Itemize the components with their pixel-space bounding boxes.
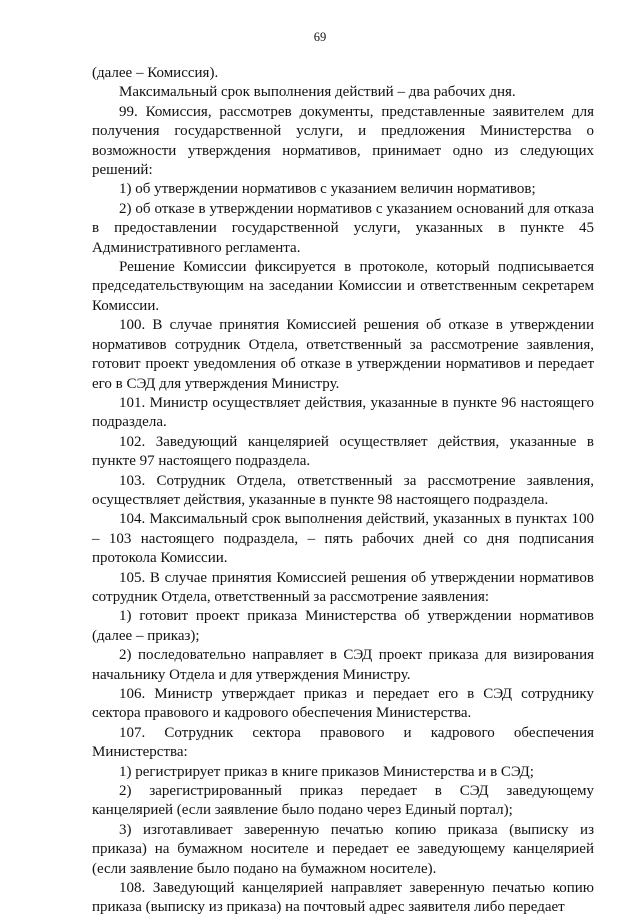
paragraph-107-item-2: 2) зарегистрированный приказ передает в СЭД заведующему канцелярией (если заявление было подано через Единый портал); [92,783,594,819]
paragraph-105: 105. В случае принятия Комиссией решения об утверждении нормативов сотрудник Отдела, ответственный за рассмотрение заявления: [92,569,594,605]
paragraph-107-item-1: 1) регистрирует приказ в книге приказов Министерства и в СЭД; [119,763,534,780]
paragraph-99: 99. Комиссия, рассмотрев документы, представленные заявителем для получения государственной услуги, и предложения Министерства о возможности утверждения нормативов, принимает одно из следующих решений: [92,103,594,179]
paragraph-107: 107. Сотрудник сектора правового и кадрового обеспечения Министерства: [92,724,594,761]
paragraph-101: 101. Министр осуществляет действия, указанные в пункте 96 настоящего подраздела. [92,394,594,431]
paragraph-99-item-2: 2) об отказе в утверждении нормативов с указанием оснований для отказа в предоставлении государственной услуги, указанных в пункте 45 Административного регламента. [92,200,594,256]
paragraph-99-item-1: 1) об утверждении нормативов с указанием величин нормативов; [119,181,536,198]
paragraph-104: 104. Максимальный срок выполнения действий, указанных в пунктах 100 – 103 настоящего подраздела, – пять рабочих дней со дня подписания протокола Комиссии. [92,511,594,567]
paragraph-commission-protocol: Решение Комиссии фиксируется в протоколе, который подписывается председательствующим на заседании Комиссии и ответственным секретарем Комиссии. [92,259,594,314]
paragraph-105-item-2: 2) последовательно направляет в СЭД проект приказа для визирования начальнику Отдела и для утверждения Министру. [92,647,594,683]
page-number: 69 [313,30,327,44]
paragraph-107-item-3: 3) изготавливает заверенную печатью копию приказа (выписку из приказа) на бумажном носителе и передает ее заведующему канцелярией (если заявление было подано на бумажном носителе). [92,821,594,877]
paragraph-continuation: (далее – Комиссия). [92,65,219,81]
paragraph-108: 108. Заведующий канцелярией направляет заверенную печатью копию приказа (выписку из приказа) на почтовый адрес заявителя либо передает [92,880,594,916]
paragraph-105-item-1: 1) готовит проект приказа Министерства об утверждении нормативов (далее – приказ); [92,608,594,644]
paragraph-deadline-two-days: Максимальный срок выполнения действий – два рабочих дня. [119,84,516,101]
paragraph-106: 106. Министр утверждает приказ и передает его в СЭД сотруднику сектора правового и кадрового обеспечения Министерства. [92,686,594,722]
document-body [92,64,594,918]
paragraph-100: 100. В случае принятия Комиссией решения об отказе в утверждении нормативов сотрудник Отдела, ответственный за рассмотрение заявления, готовит проект уведомления об отказе в утверждении нормативов и передает его в СЭД для утверждения Министру. [92,317,594,392]
paragraph-103: 103. Сотрудник Отдела, ответственный за рассмотрение заявления, осуществляет действия, указанные в пункте 98 настоящего подраздела. [92,472,594,508]
paragraph-102: 102. Заведующий канцелярией осуществляет действия, указанные в пункте 97 настоящего подраздела. [92,433,594,470]
